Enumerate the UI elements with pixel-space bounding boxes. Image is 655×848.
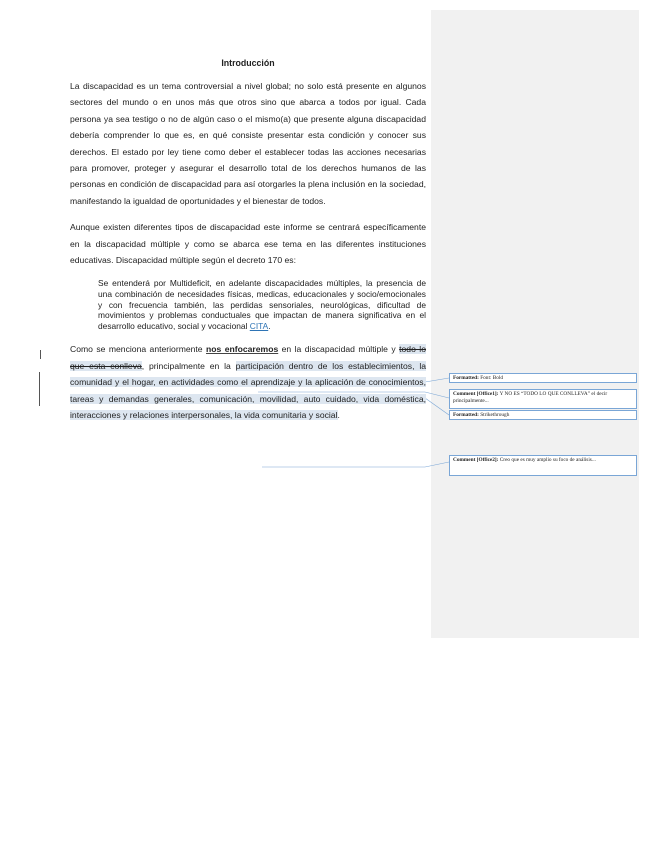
balloon-comment-office2[interactable]: [449, 455, 637, 476]
paragraph-1: La discapacidad es un tema controversial a nivel global; no solo está presente en algunos sectores del mundo o en unos más que otros sino que abarca a todos por igual. Cada persona ya sea testigo o no de algún caso o el mismo(a) que presente alguna discapacidad debería comprender lo que es, en qué consiste presentar esta condición y conocer sus derechos. El estado por ley tiene como deber el establecer todas las acciones necesarias para promover, proteger y asegurar el desarrollo total de los derechos humanos de las personas en condición de discapacidad para así otorgarles la plena inclusión en la sociedad, manifestando la igualdad de oportunidades y el bienestar de todos.: [70, 81, 426, 206]
paragraph-3: [70, 341, 426, 423]
balloon-label: Formatted:: [453, 375, 479, 381]
balloon-text: Y NO ES “TODO LO QUE CONLLEVA” el decir principalmente...: [453, 391, 608, 404]
quote-end: .: [268, 320, 271, 331]
para3-mid: en la discapacidad múltiple y: [278, 344, 400, 355]
balloon-formatted-strike[interactable]: [449, 410, 637, 420]
markup-pane: [431, 10, 639, 638]
para3-end: .: [337, 410, 340, 421]
connector-comment-office2: [262, 462, 449, 467]
para3-pre-highlight: principalmente en la: [144, 360, 236, 371]
text-cursor: [40, 350, 41, 359]
para3-comma: ,: [141, 360, 145, 371]
change-bar: [39, 372, 40, 406]
para3-start: Como se menciona anteriormente: [70, 344, 207, 355]
balloon-text: Font: Bold: [478, 375, 504, 381]
document-body[interactable]: [70, 56, 426, 433]
paragraph-2: Aunque existen diferentes tipos de discapacidad este informe se centrará específicamente en la discapacidad múltiple y como se abarca ese tema en las diferentes instituciones educativas. Discapacidad múltiple según el decreto 170 es:: [70, 222, 426, 266]
cita-link[interactable]: CITA: [249, 320, 269, 331]
quote-text: Se entenderá por Multideficit, en adelante discapacidades múltiples, la presencia de una combinación de necesidades físicas, medicas, educacionales y socio/emocionales y con frecuencia también, las perdidas sensoriales, neurológicas, dificultad de movimientos y problemas conductuales que impactan de manera significativa en el desarrollo educativo, social y vocacional: [98, 278, 426, 331]
bold-insert: nos enfocaremos: [206, 344, 279, 355]
balloon-text: Strikethrough: [478, 412, 510, 418]
balloon-label: Comment [Office1]:: [453, 391, 499, 397]
block-quote: [98, 278, 426, 331]
balloon-text: Creo que es muy amplio su foco de análisis...: [498, 457, 596, 463]
balloon-label: Comment [Office2]:: [453, 457, 499, 463]
commented-text: participación dentro de los establecimientos, la comunidad y el hogar, en actividades como el aprendizaje y la aplicación de conocimientos, tareas y demandas generales, comunicación, movilidad, auto cuidado, vida doméstica, interacciones y relaciones interpersonales, la vida comunitaria y social: [70, 360, 427, 421]
struck-text: todo lo que esta conlleva: [70, 344, 426, 371]
page-title: Introducción: [221, 58, 275, 68]
balloon-comment-office1[interactable]: [449, 389, 637, 409]
balloon-formatted-bold[interactable]: [449, 373, 637, 383]
balloon-label: Formatted:: [453, 412, 479, 418]
